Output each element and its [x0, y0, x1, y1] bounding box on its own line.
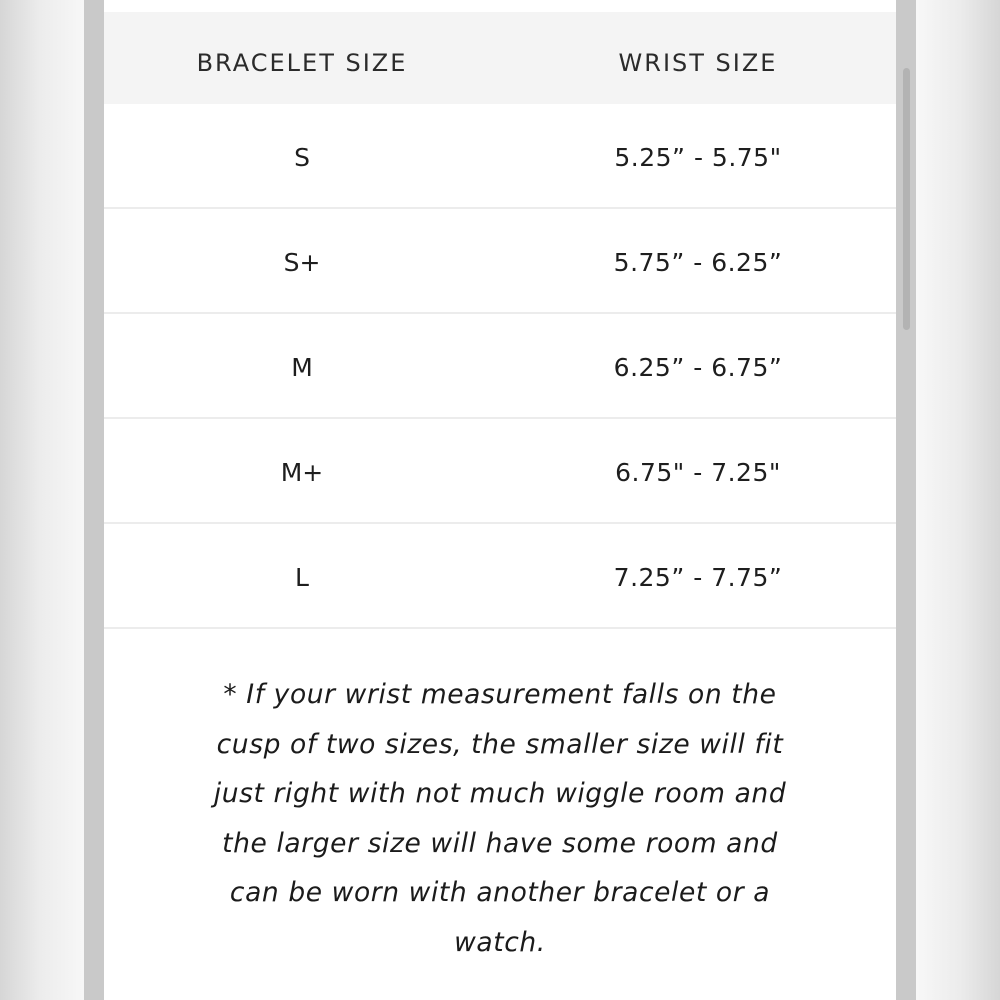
- bracelet-size-cell: S: [294, 143, 310, 172]
- bracelet-size-cell: S+: [283, 248, 321, 277]
- size-chart-panel: [104, 0, 896, 1000]
- page-frame-left: [84, 0, 104, 1000]
- wrist-size-cell: 6.75" - 7.25": [615, 458, 781, 487]
- bracelet-size-cell: M+: [280, 458, 324, 487]
- table-row: [104, 104, 896, 209]
- table-row: [104, 419, 896, 524]
- wrist-size-cell: 6.25” - 6.75”: [613, 353, 783, 382]
- sizing-note-line: just right with not much wiggle room and: [213, 778, 787, 810]
- scrollbar-thumb[interactable]: [903, 68, 910, 330]
- wrist-size-cell: 5.75” - 6.25”: [613, 248, 783, 277]
- bracelet-size-cell: L: [295, 563, 309, 592]
- table-row: [104, 209, 896, 314]
- header-wrist-size: WRIST SIZE: [618, 49, 778, 77]
- size-table-body: [104, 104, 896, 629]
- wrist-size-cell: 7.25” - 7.75”: [613, 563, 783, 592]
- bracelet-size-cell: M: [291, 353, 313, 382]
- sizing-note: [144, 670, 856, 968]
- wrist-size-cell: 5.25” - 5.75": [614, 143, 782, 172]
- size-table-header: [104, 12, 896, 104]
- sizing-note-line: can be worn with another bracelet or a: [229, 877, 771, 909]
- sizing-note-line: watch.: [454, 926, 546, 958]
- panel-top-strip: [104, 0, 896, 12]
- sizing-note-line: * If your wrist measurement falls on the: [223, 679, 777, 710]
- table-row: [104, 314, 896, 419]
- sizing-note-line: cusp of two sizes, the smaller size will fit: [216, 728, 784, 760]
- sizing-note-line: the larger size will have some room and: [222, 827, 778, 859]
- table-row: [104, 524, 896, 629]
- header-bracelet-size: BRACELET SIZE: [196, 49, 408, 77]
